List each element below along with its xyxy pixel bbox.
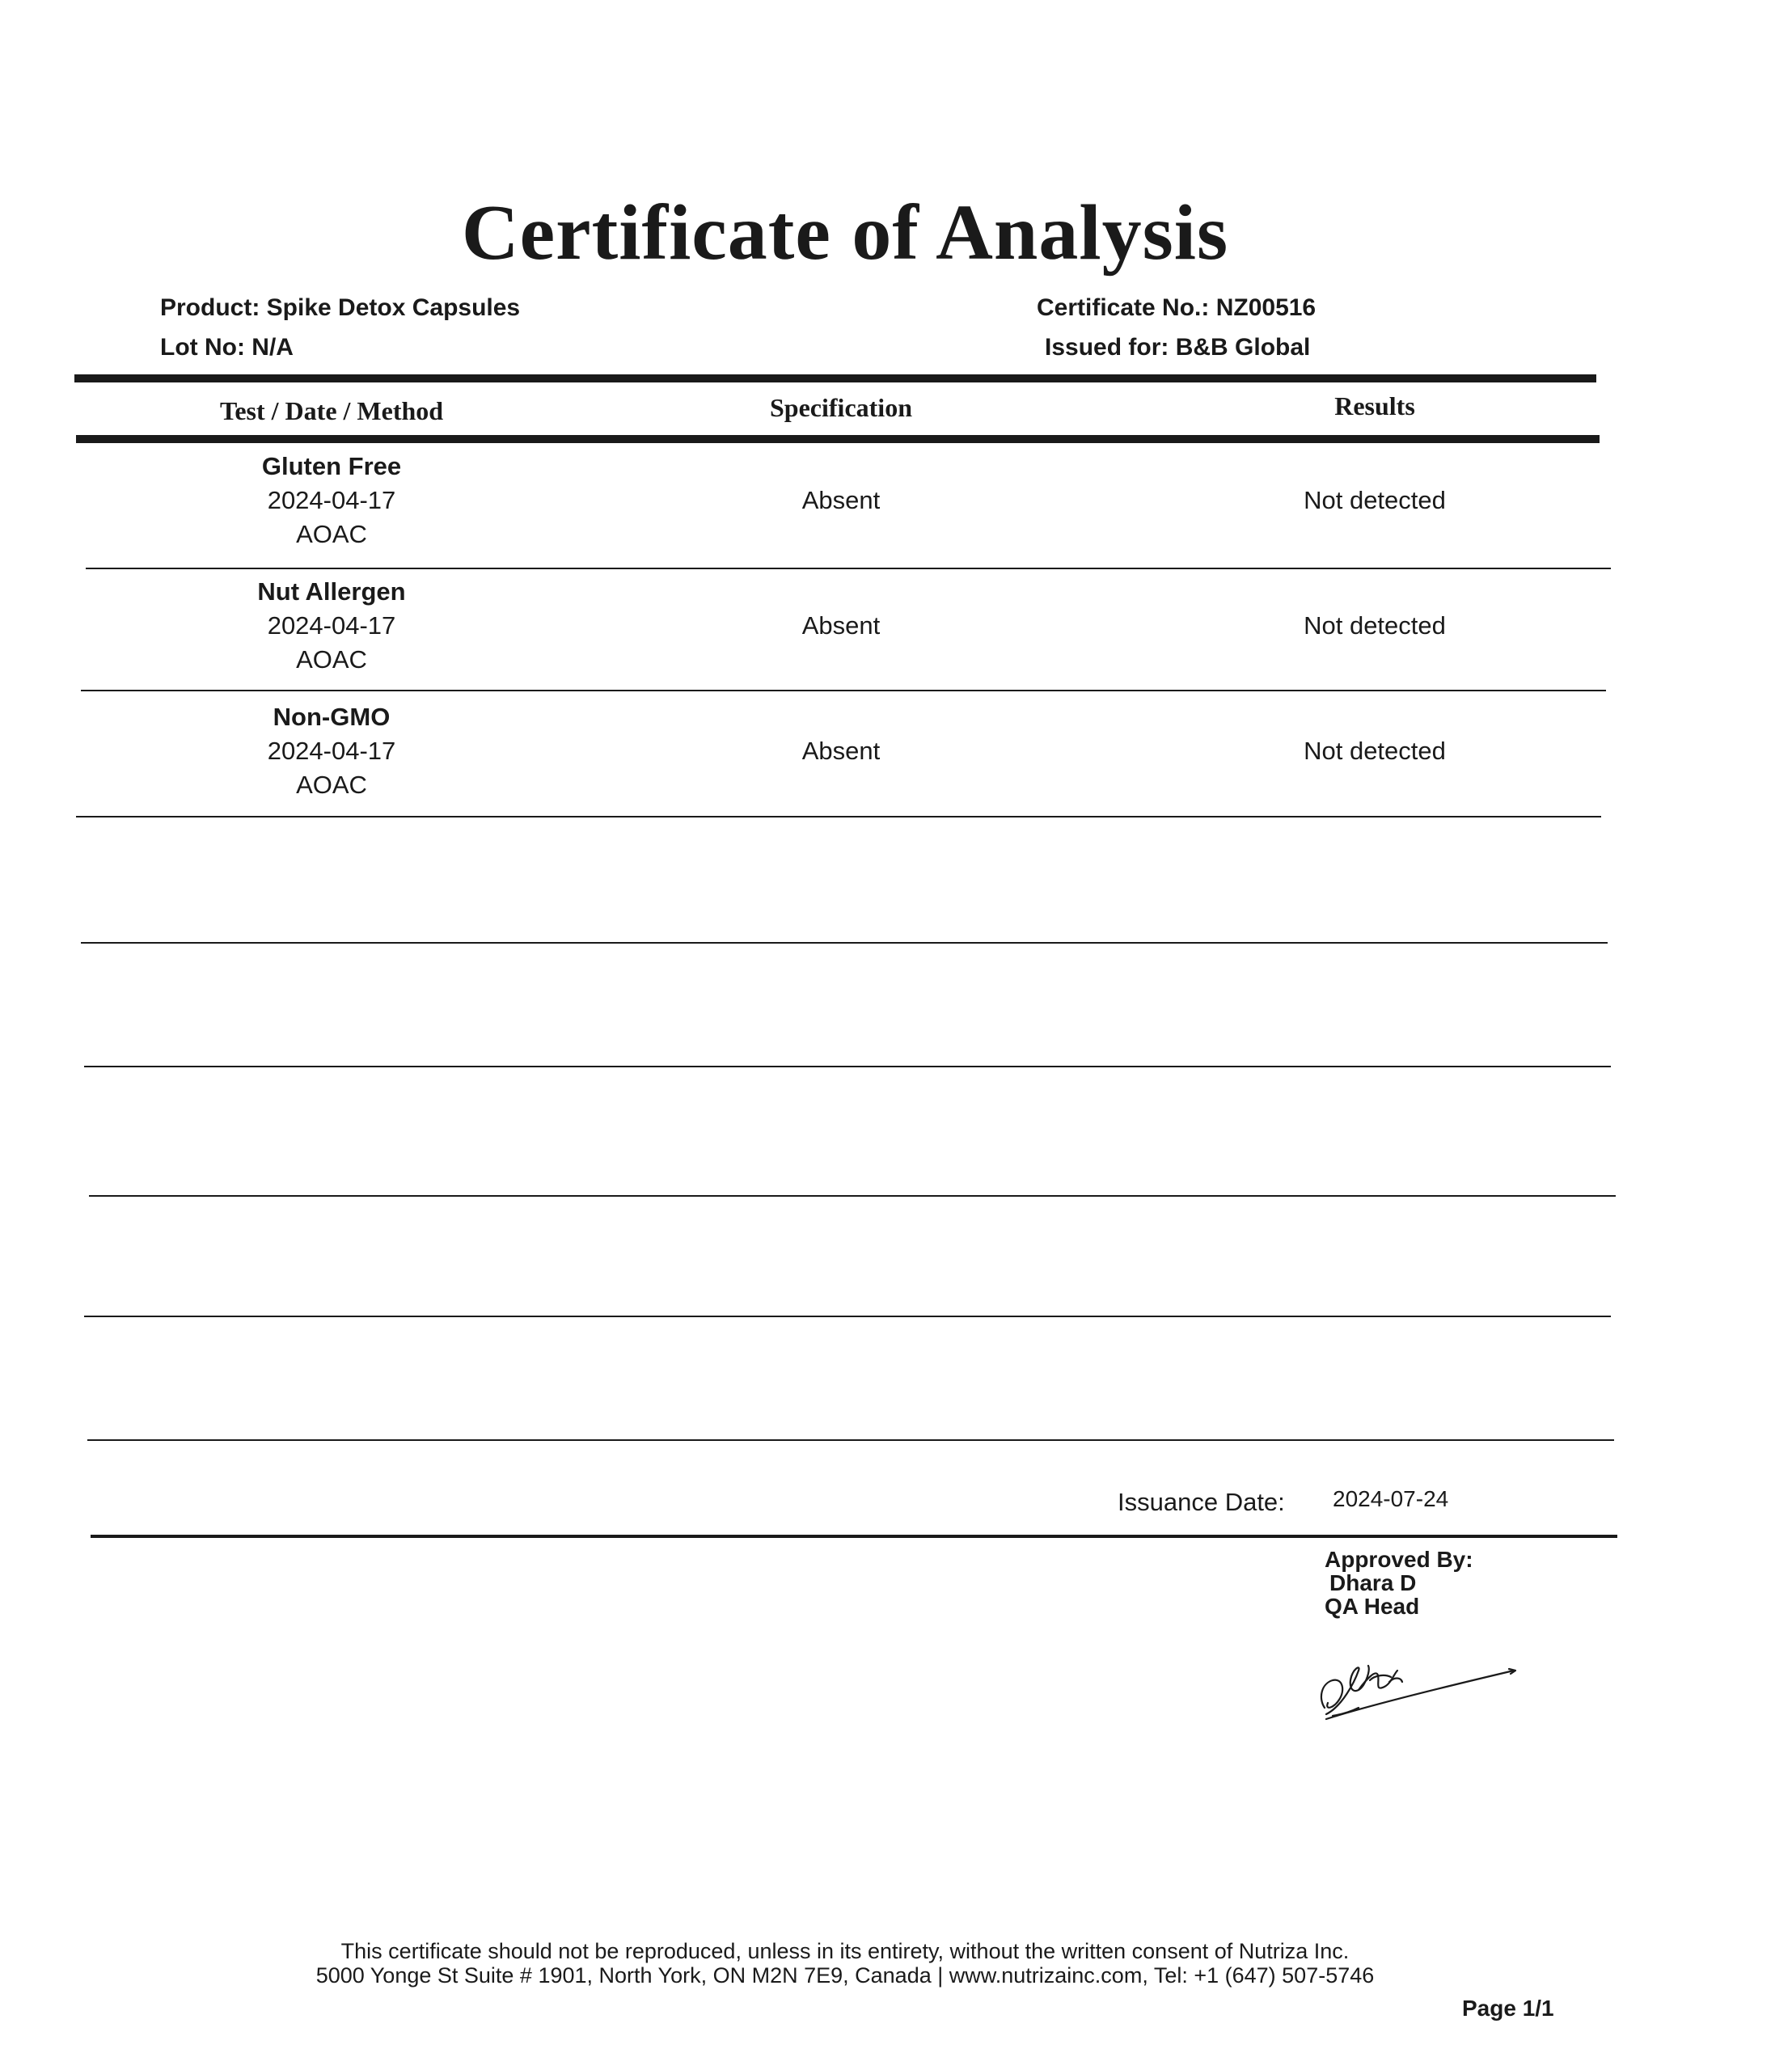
row-divider [81, 942, 1608, 944]
footer [0, 1939, 1690, 1988]
row-divider [89, 1195, 1616, 1197]
test-name: Non-GMO [273, 703, 391, 731]
approval-block [1325, 1548, 1473, 1618]
specification-value: Absent [801, 486, 881, 514]
page-number: Page 1/1 [1462, 1996, 1554, 2021]
header-top-rule [74, 374, 1596, 382]
issued-for: Issued for: B&B Global [1045, 334, 1311, 361]
lot-number: Lot No: N/A [160, 334, 294, 361]
approved-by-label: Approved By: [1325, 1547, 1473, 1572]
approver-name: Dhara D [1329, 1570, 1417, 1595]
result-value: Not detected [1304, 486, 1446, 514]
issuance-date-label: Issuance Date: [1118, 1488, 1285, 1516]
issuance-rule [91, 1535, 1617, 1538]
approver-role: QA Head [1325, 1594, 1420, 1619]
row-divider [76, 816, 1601, 817]
test-date: 2024-04-17 [267, 611, 396, 640]
table-row-test [81, 700, 582, 802]
column-header-specification: Specification [770, 393, 912, 422]
header-bottom-rule [76, 435, 1600, 443]
row-divider [86, 568, 1611, 569]
product-label: Product: Spike Detox Capsules [160, 294, 521, 321]
row-divider [87, 1439, 1614, 1441]
test-name: Nut Allergen [257, 577, 406, 606]
document-title: Certificate of Analysis [461, 189, 1229, 277]
test-name: Gluten Free [261, 452, 402, 480]
test-date: 2024-04-17 [267, 486, 396, 514]
row-divider [81, 690, 1606, 691]
result-value: Not detected [1304, 737, 1446, 765]
result-value: Not detected [1304, 611, 1446, 640]
issuance-date-value: 2024-07-24 [1333, 1486, 1449, 1511]
footer-disclaimer: This certificate should not be reproduced, unless in its entirety, without the written consent of Nutriza Inc. [340, 1939, 1350, 1963]
test-method: AOAC [296, 645, 367, 674]
column-header-test: Test / Date / Method [219, 396, 444, 425]
column-header-results: Results [1334, 391, 1415, 420]
test-date: 2024-04-17 [267, 737, 396, 765]
footer-address: 5000 Yonge St Suite # 1901, North York, ON M2N 7E9, Canada | www.nutrizainc.com, Tel: +1 (647) 507-5746 [315, 1963, 1375, 1988]
test-method: AOAC [296, 520, 367, 548]
certificate-number: Certificate No.: NZ00516 [1037, 294, 1317, 321]
signature-image [1310, 1633, 1520, 1730]
row-divider [84, 1316, 1611, 1317]
row-divider [84, 1066, 1611, 1067]
specification-value: Absent [801, 611, 881, 640]
table-row-test [81, 575, 582, 677]
table-row-test [81, 450, 582, 551]
specification-value: Absent [801, 737, 881, 765]
test-method: AOAC [296, 771, 367, 799]
